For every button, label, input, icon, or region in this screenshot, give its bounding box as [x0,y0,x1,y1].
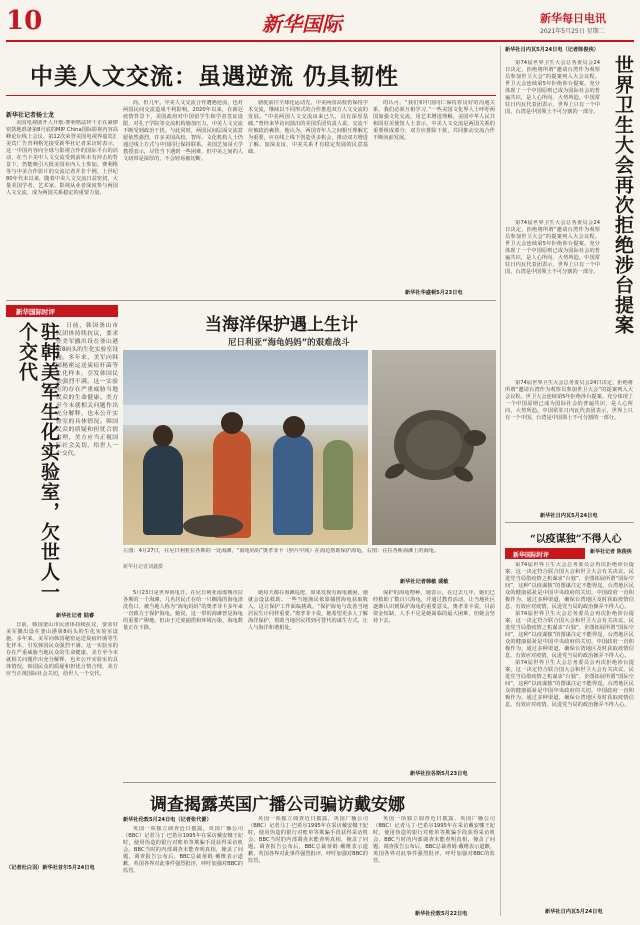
main-col-3: 骆驼前往全球化运动先，中美两国高校仍保持学术交流，继续以不同形式的合作推进双方人文交流的发展。“中美两国人文交流由来已久，具有深厚基础。”曾经来华访问演出的美国乐团负责人说，交流不应被政治裹挟。他认为，两国青年人之间相互理解尤为重要，应在线上线下创造更多机会，推动双方增进了解、加深友谊，中美关系才有稳定发展的民意基础。 [248,100,368,155]
who-byline: 新华社日内瓦5月24日电（记者陈俊侠） [505,47,599,53]
vaccine-byline: 新华社记者 陈俊侠 [590,549,632,555]
bbc-sign: 新华社伦敦5月22日电 [415,911,468,917]
feature-headline: 当海洋保护遇上生计 [205,315,358,335]
bbc-col-3: 英国一项独立调查近日披露，英国广播公司（BBC）记者马丁·巴希尔1995年在采访戴安娜王妃时，使用伪造的银行对账单等欺骗手段获得采访机会。BBC当时的内部调查未能查明真相，掩盖了问题。调查报告公布后，BBC总裁蒂姆·戴维表示道歉，英国各界对此事件强烈批评，呼吁加强对BBC的监管。 [373,816,495,864]
section-title: 新华国际 [262,12,342,36]
feature-byline: 新华社记者韩敏 裴敏 [400,579,449,585]
beach-photo [123,350,368,545]
feature-sign: 新华社拉各斯5月23日电 [410,771,468,777]
page-number: 10 [6,6,43,36]
feature-col-3: 保护的海龟物种。她表示，在过去几年，她们已经救助了数百只海龟，并通过教育活动，让当地社区逐渐认识到保护海龟的重要意义。奥孝菲卡说，目前资金短缺、人手不足是她面临的最大困难，但她会坚持下去。 [373,590,495,624]
section-divider [6,300,496,301]
feature-subheadline: 尼日利亚“海龟妈妈”的艰难战斗 [228,338,350,348]
main-byline: 新华社记者杨士龙 [6,112,55,119]
who-sign: 新华社日内瓦5月24日电 [540,513,598,519]
korea-label: 新华国际时评 [6,305,118,317]
vaccine-headline: “以疫谋独”不得人心 [530,534,622,545]
headline-rule [6,95,496,96]
who-text-top: 第74届世界卫生大会总务委员会24日决定，拒绝将所谓“邀请台湾作为观察员参加世卫大会”的提案列入大会议程。世卫大会连续第5年拒绝涉台提案。充分体现了一个中国原则已成为国际社会的普遍共识，是人心所向、大势所趋。中国常驻日内瓦代表团表示，世界上只有一个中国，台湾是中国领土不可分割的一部分。 [505,60,600,115]
bbc-headline: 调查揭露英国广播公司骗访戴安娜 [150,795,405,815]
korea-text-bottom: 日前，韩国釜山市民团体持续抗议，要求驻美军撤出设在釜山港第8码头的生化实验室设施。多年来，美军向韩国秘密运送炭疽杆菌等生化样本，引发韩国民众强烈不满。这一实验室的存在严重威胁当地民众的生命健康。美方至今未就相关问题作出充分解释，也未公开实验室的具体情况。韩国民众的质疑和担忧合情合理，美方应当正视国际社会关切，给世人一个交代。 [6,622,118,677]
bbc-divider [123,782,496,783]
korea-sign: （记者杜白羽）新华社首尔5月24日电 [6,865,95,871]
right-column-divider [500,46,501,916]
vaccine-divider [505,522,634,523]
vaccine-sign: 新华社日内瓦5月24日电 [545,909,603,915]
feature-col-2: 她每天都在海滩巡逻，如果发现有海龟被困，她就会设法救助。一些当地渔民依靠捕捞海龟获取收入，这让保护工作面临挑战。“保护海龟与改善当地居民生计同样重要。”奥孝菲卡说，她希望更多人了解海洋保护，帮助当地居民找到可替代的谋生方式，让人与海洋和谐相处。 [248,590,368,631]
turtle-photo [372,350,496,545]
who-headline: 世界卫生大会再次拒绝涉台提案 [612,55,634,335]
photo-caption: 左图：4月27日，在尼日利亚拉各斯的一处海滩，“海龟妈妈”奥孝菲卡（照片中间）在海边帮助保护海龟。右图：在拉各斯海滩上的海龟。 [123,548,440,554]
main-col-4: 的认可。“我们和中国同仁保持着良好的沟通关系，我们必须互相学习。”一些美国文化界人士呼吁两国加强文化交流，用艺术增进理解。美国中华人民共和国驻美使馆人士表示，中美人文交流是两国关系的重要组成部分，双方应排除干扰，共同推动交流合作不断向前发展。 [373,100,495,141]
main-col-2: 尚，但几年，中美人文交流合作遭遇逆流，也对两国民间交流造成不利影响。2020年以来，在新冠疫情背景下，美国政府对中国留学生和学者签证设限，对孔子学院等交流机构施加压力，中美人文交流不断受到政治干扰。与此同时，两国民间层面交流意愿依然强烈，许多美国高校、智库、文化机构人士仍通过线上方式与中国同行保持联系。美国芝加哥大学教授表示，尽管当下遇到一些困难，但中美之间的人文纽带是深厚的，不会轻易被切断。 [123,100,243,162]
bbc-byline: 新华社伦敦5月24日电（记者张代蕾） [123,817,212,823]
feature-col-1: 5月23日是世界海龟日。在尼日利亚南部城市拉各斯的一个海滩，几名居民正在给一只搁浅的海龟清洗伤口。被当地人称为“海龟妈妈”的奥孝菲卡多年来一直致力于保护海龟。她说，这一带的海滩曾是海龟的重要产卵地，但由于过度捕捞和环境污染，海龟数量正在下降。 [123,590,243,631]
photo-credit: 新华社记者刘鑫摄 [123,564,164,570]
korea-byline: 新华社记者 陆睿 [56,613,95,619]
who-text-mid: 第74届世界卫生大会总务委员会24日决定，拒绝将所谓“邀请台湾作为观察员参加世卫大会”的提案列入大会议程。世卫大会连续第5年拒绝涉台提案。充分体现了一个中国原则已成为国际社会的普遍共识，是人心所向、大势所趋。中国常驻日内瓦代表团表示，世界上只有一个中国，台湾是中国领土不可分割的一部分。 [505,220,600,275]
vaccine-text: 第74届世界卫生大会总务委员会再次拒绝涉台提案，这一决定符合联合国大会和世卫大会有关决议。民进党当局借疫情之机谋求“台独”，企图拓展所谓“国际空间”，这种“以疫谋独”的图谋注定不能得逞。台湾地区民众的健康福祉是中国中央政府的关切，中国政府一直积极作为，通过多种渠道，确保台湾地区及时获取疫情信息、有效应对疫情。民进党当局的政治操弄不得人心。 第74届世界卫生大会总务委员会再次拒绝涉台提案，这一决定符合联合国大会和世卫大会有关决议。民进党当局借疫情之机谋求“台独”，企图拓展所谓“国际空间”，这种“以疫谋独”的图谋注定不能得逞。台湾地区民众的健康福祉是中国中央政府的关切，中国政府一直积极作为，通过多种渠道，确保台湾地区及时获取疫情信息、有效应对疫情。民进党当局的政治操弄不得人心。 第74届世界卫生大会总务委员会再次拒绝涉台提案，这一决定符合联合国大会和世卫大会有关决议。民进党当局借疫情之机谋求“台独”，企图拓展所谓“国际空间”，这种“以疫谋独”的图谋注定不能得逞。台湾地区民众的健康福祉是中国中央政府的关切，中国政府一直积极作为，通过多种渠道，确保台湾地区及时获取疫情信息、有效应对疫情。民进党当局的政治操弄不得人心。 [505,562,634,708]
masthead-rule [6,40,634,42]
main-col-1: 美国电视剧开人升歌·赛利格法拜千正在紧锣密鼓地准备第8月底的MIP China国际影视内容高峰论坛线上会议。第12次荣誉美国电视界嘉宾汇美宾广告青利格先接受新华社记者采访时表示，这一中国内容向全球与影视合作的国际平台的活动，在当下美中人文交流受到前所未有冲击的背景下，仍能吸引大批美国业内人士参加。赛利格等与中美合作影片的交流记者并非个例。上世纪80年代末以来，随着中美人文交流日益密切，大量美国学者、艺术家、影视从业者深度参与两国人文交流，成为两国关系稳定的重要力量。 [6,120,118,196]
paper-name: 新华每日电讯 [540,12,606,25]
issue-date: 2021年5月25日 星期二 [540,28,605,35]
who-text-bottom: 第74届世界卫生大会总务委员会24日决定，拒绝将所谓“邀请台湾作为观察员参加世卫大会”的提案列入大会议程。世卫大会连续第5年拒绝涉台提案。充分体现了一个中国原则已成为国际社会的普遍共识，是人心所向、大势所趋。中国常驻日内瓦代表团表示，世界上只有一个中国，台湾是中国领土不可分割的一部分。 [505,380,633,421]
bbc-col-1: 英国一项独立调查近日披露，英国广播公司（BBC）记者马丁·巴希尔1995年在采访戴安娜王妃时，使用伪造的银行对账单等欺骗手段获得采访机会。BBC当时的内部调查未能查明真相，掩盖了问题。调查报告公布后，BBC总裁蒂姆·戴维表示道歉，英国各界对此事件强烈批评，呼吁加强对BBC的监管。 [123,826,243,874]
korea-text-top: 日前，韩国釜山市民团体持续抗议，要求驻美军撤出设在釜山港第8码头的生化实验室设施。多年来，美军向韩国秘密运送炭疽杆菌等生化样本，引发韩国民众强烈不满。这一实验室的存在严重威胁当地民众的生命健康。美方至今未就相关问题作出充分解释，也未公开实验室的具体情况。韩国民众的质疑和担忧合情合理，美方应当正视国际社会关切，给世人一个交代。 [56,323,118,457]
main-headline: 中美人文交流：虽遇逆流 仍具韧性 [30,63,400,90]
vaccine-label: 新华国际时评 [505,548,585,559]
korea-title: 驻韩美军生化实验室，欠世人一个交代 [16,322,60,602]
main-sign: 新华社华盛顿5月23日电 [405,290,463,296]
bbc-col-2: 英国一项独立调查近日披露，英国广播公司（BBC）记者马丁·巴希尔1995年在采访戴安娜王妃时，使用伪造的银行对账单等欺骗手段获得采访机会。BBC当时的内部调查未能查明真相，掩盖了问题。调查报告公布后，BBC总裁蒂姆·戴维表示道歉，英国各界对此事件强烈批评，呼吁加强对BBC的监管。 [248,816,368,864]
